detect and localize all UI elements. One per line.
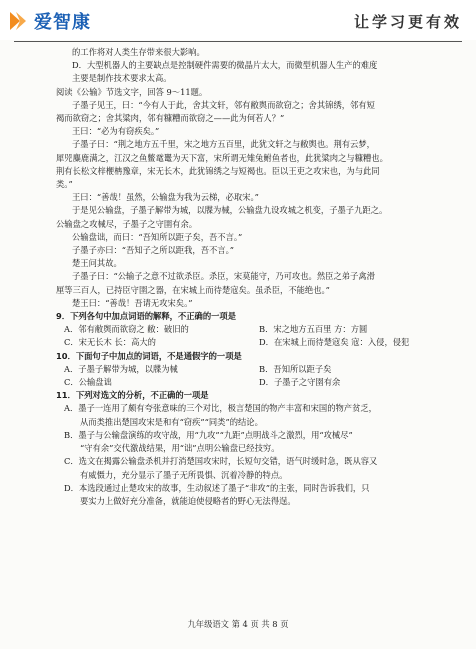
question-stem: 11．下列对选文的分析，不正确的一项是 bbox=[56, 390, 209, 401]
option-line: 从而类推出楚国攻宋是和有“窃疾”“同类”的结论。 bbox=[80, 416, 263, 427]
option-row bbox=[56, 336, 454, 349]
option-line: 要实力上做好充分准备，就能迫使侵略者的野心无法得逞。 bbox=[80, 495, 296, 506]
text-line: 的工作将对人类生存带来很大影响。 bbox=[72, 47, 205, 57]
text-line: 公输盘诎，而曰：“吾知所以距子矣，吾不言。” bbox=[72, 231, 243, 242]
answer-option: B．宋之地方五百里 方：方圆 bbox=[259, 324, 368, 335]
document-body bbox=[56, 46, 454, 508]
text-line: 子墨子见王，曰：“今有人于此，舍其文轩，邻有敝舆而欲窃之；舍其锦绣，邻有短 bbox=[72, 99, 375, 110]
answer-option bbox=[56, 455, 454, 481]
question-stem: 9．下列各句中加点词语的解释，不正确的一项是 bbox=[56, 311, 237, 322]
page-footer: 九年级语文 第 4 页 共 8 页 bbox=[187, 619, 289, 629]
text-line: 类。” bbox=[56, 179, 73, 190]
question-stem: 10．下面句子中加点的词语，不是通假字的一项是 bbox=[56, 350, 242, 361]
text-line: 犀兕麋鹿满之，江汉之鱼鳖鼋鼍为天下富，宋所谓无雉兔鲋鱼者也，此犹粱肉之与糠糟也。 bbox=[56, 152, 388, 163]
text-line: 厘等三百人，已持臣守圉之器，在宋城上而待楚寇矣。虽杀臣，不能绝也。” bbox=[56, 284, 330, 295]
slogan: 让学习更有效 bbox=[353, 13, 462, 31]
option-line: C．选文在揭露公输盘杀机并打消楚国攻宋时，长短句交错，语气时缓时急，既从容又 bbox=[64, 456, 378, 467]
text-line: 于是见公输盘，子墨子解带为城，以牒为械，公输盘九设攻城之机变，子墨子九距之。 bbox=[72, 205, 388, 216]
text-line: 褐而欲窃之；舍其粱肉，邻有糠糟而欲窃之——此为何若人？” bbox=[56, 113, 285, 124]
answer-option bbox=[56, 402, 454, 428]
text-line: 主要是制作技术要求太高。 bbox=[72, 73, 172, 84]
header-divider bbox=[14, 41, 462, 42]
option-line: D．本选段通过止楚攻宋的故事，生动叙述了墨子“非攻”的主张，同时告诉我们，只 bbox=[64, 482, 370, 493]
header-bar bbox=[0, 0, 476, 40]
text-line: 王曰：“善哉！虽然，公输盘为我为云梯，必取宋。” bbox=[72, 192, 259, 203]
brand-logo bbox=[8, 8, 91, 34]
option-line: 有威慑力，充分显示了墨子无所畏惧、沉着冷静的特点。 bbox=[80, 469, 288, 480]
answer-option: C．宋无长木 长：高大的 bbox=[64, 337, 156, 348]
answer-option: D．在宋城上而待楚寇矣 寇：入侵，侵犯 bbox=[259, 337, 410, 348]
text-line: 子墨子曰：“公输子之意不过欲杀臣。杀臣，宋莫能守，乃可攻也。然臣之弟子禽滑 bbox=[72, 271, 375, 282]
text-line: 子墨子亦曰：“吾知子之所以距我，吾不言。” bbox=[72, 245, 234, 256]
text-line: 公输盘之攻械尽，子墨子之守圉有余。 bbox=[56, 218, 198, 229]
text-line: 子墨子曰：“荆之地方五千里，宋之地方五百里，此犹文轩之与敝舆也。荆有云梦， bbox=[72, 139, 375, 150]
answer-option: C．公输盘诎 bbox=[64, 377, 112, 388]
option-line: B．墨子与公输盘演练的攻守战，用“九攻”“九距”点明战斗之激烈，用“攻械尽” bbox=[64, 429, 353, 440]
answer-option: D．子墨子之守圉有余 bbox=[259, 377, 341, 388]
answer-option: A．邻有敝舆而欲窃之 敝：破旧的 bbox=[64, 324, 189, 335]
text-line: D．大型机器人的主要缺点是控制硬件需要的微晶片太大，而微型机器人生产的难度 bbox=[72, 60, 378, 71]
text-line: 王曰：“必为有窃疾矣。” bbox=[72, 126, 160, 137]
option-row bbox=[56, 376, 454, 389]
text-line: 楚王问其故。 bbox=[72, 258, 122, 269]
text-line: 阅读《公输》节选文字，回答 9～11题。 bbox=[56, 86, 208, 97]
answer-option: B．吾知所以距子矣 bbox=[259, 363, 332, 374]
option-line: “守有余”交代激战结果，用“诎”点明公输盘已经技穷。 bbox=[80, 443, 280, 454]
option-row bbox=[56, 323, 454, 336]
text-line: 楚王曰：“善哉！吾请无攻宋矣。” bbox=[72, 297, 193, 308]
option-line: A．墨子一连用了颇有夸张意味的三个对比，极言楚国的物产丰富和宋国的物产贫乏， bbox=[64, 403, 377, 414]
logo-mark-icon bbox=[8, 10, 30, 32]
logo-text: 爱智康 bbox=[34, 12, 91, 33]
text-line: 荆有长松文梓楩柟豫章，宋无长木，此犹锦绣之与短褐也。臣以王吏之攻宋也，为与此同 bbox=[56, 165, 380, 176]
answer-option bbox=[56, 482, 454, 508]
answer-option bbox=[56, 429, 454, 455]
answer-option: A．子墨子解带为城，以牒为械 bbox=[64, 363, 178, 374]
option-row bbox=[56, 363, 454, 376]
